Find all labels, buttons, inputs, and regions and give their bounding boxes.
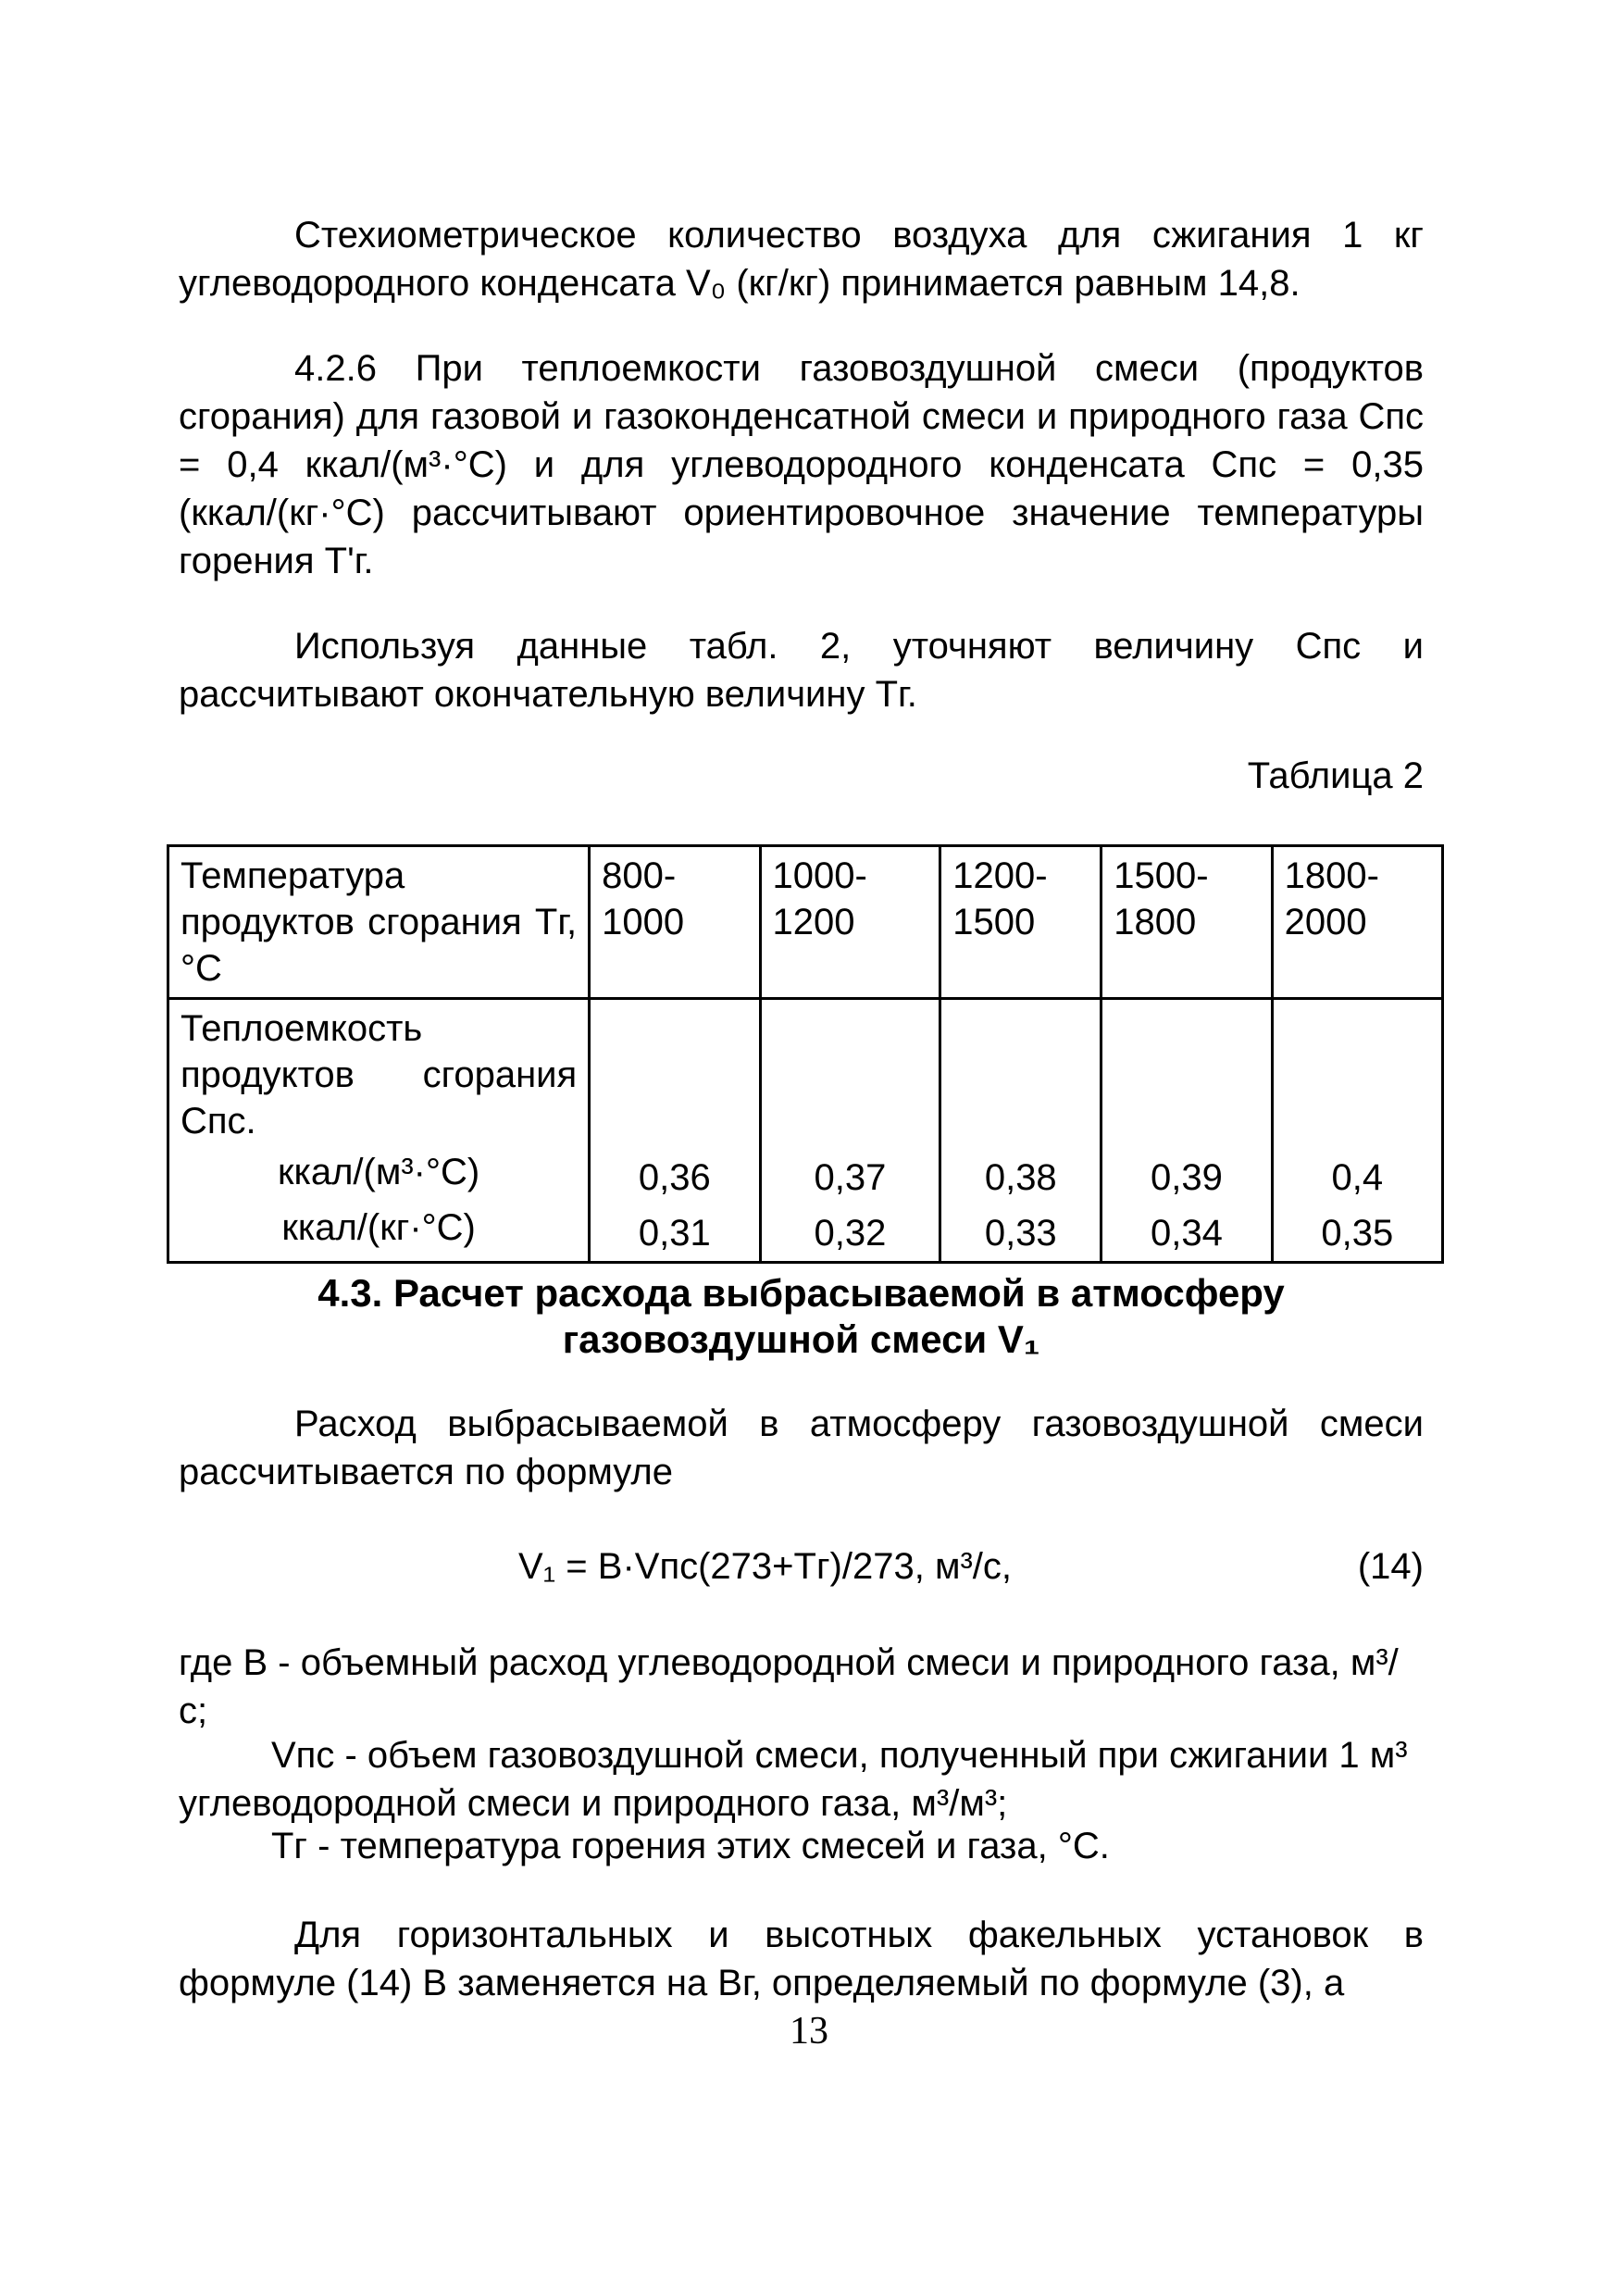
- value-m3: 0,39: [1150, 1157, 1223, 1198]
- unit-m3: ккал/(м³·°С): [277, 1152, 480, 1192]
- value-kg: 0,35: [1321, 1213, 1394, 1254]
- table-header-heat-capacity: [168, 999, 590, 1263]
- unit-kg: ккал/(кг·°С): [281, 1207, 476, 1248]
- table-value-cell: [940, 999, 1101, 1263]
- value-kg: 0,33: [984, 1213, 1057, 1254]
- table-range-cell: 1500-1800: [1101, 846, 1272, 999]
- heat-capacity-label: Теплоемкость продуктов сгорания Cпс.: [180, 1008, 578, 1142]
- value-kg: 0,31: [638, 1213, 711, 1254]
- table-label: Таблица 2: [1247, 755, 1424, 796]
- value-kg: 0,34: [1150, 1213, 1223, 1254]
- paragraph-horizontal-units: Для горизонтальных и высотных факельных установок в формуле (14) B заменяется на Bг, определяемый по формуле (3), а: [179, 1915, 1424, 2003]
- table-range-cell: 1000-1200: [760, 846, 940, 999]
- section-heading-4-3: 4.3. Расчет расхода выбрасываемой в атмосферу газовоздушной смеси V₁: [317, 1271, 1285, 1361]
- table-value-cell: [590, 999, 760, 1263]
- value-m3: 0,37: [814, 1157, 887, 1198]
- table-value-cell: [760, 999, 940, 1263]
- table-range-cell: 800-1000: [590, 846, 760, 999]
- paragraph-4-2-6: 4.2.6 При теплоемкости газовоздушной смеси (продуктов сгорания) для газовой и газоконденсатной смеси и природного газа Cпс = 0,4 ккал/(м³·°С) и для углеводородного конденсата Cпс = 0,35 (ккал/(кг·°С) рассчитывают ориентировочное значение температуры горения Т'г.: [179, 348, 1424, 581]
- formula-14: V₁ = B·Vпс(273+Тг)/273, м³/с,: [518, 1546, 1012, 1587]
- paragraph-formula-intro: Расход выбрасываемой в атмосферу газовоздушной смеси рассчитывается по формуле: [179, 1404, 1424, 1492]
- table-range-cell: 1200-1500: [940, 846, 1101, 999]
- paragraph-refine: Используя данные табл. 2, уточняют величину Cпс и рассчитывают окончательную величину Тг.: [179, 626, 1424, 715]
- paragraph-stoichiometric: Стехиометрическое количество воздуха для сжигания 1 кг углеводородного конденсата V₀ (кг/кг) принимается равным 14,8.: [179, 215, 1424, 304]
- table-value-cell: [1272, 999, 1442, 1263]
- definition-Tg: Тг - температура горения этих смесей и газа, °С.: [271, 1826, 1110, 1866]
- table-range-cell: 1800-2000: [1272, 846, 1442, 999]
- table-row: [168, 846, 1443, 999]
- page-number: 13: [790, 2010, 828, 2053]
- table-row: [168, 999, 1443, 1263]
- value-kg: 0,32: [814, 1213, 887, 1254]
- table-value-cell: [1101, 999, 1272, 1263]
- heat-capacity-table: [167, 844, 1444, 1264]
- table-header-temperature: Температура продуктов сгорания Тг, °С: [168, 846, 590, 999]
- definition-B: где B - объемный расход углеводородной смеси и природного газа, м³/с;: [179, 1642, 1399, 1731]
- value-m3: 0,4: [1331, 1157, 1384, 1198]
- value-m3: 0,38: [984, 1157, 1057, 1198]
- definition-Vpc: Vпс - объем газовоздушной смеси, полученный при сжигании 1 м³ углеводородной смеси и природного газа, м³/м³;: [179, 1735, 1408, 1824]
- value-m3: 0,36: [638, 1157, 711, 1198]
- formula-number: (14): [1357, 1546, 1424, 1587]
